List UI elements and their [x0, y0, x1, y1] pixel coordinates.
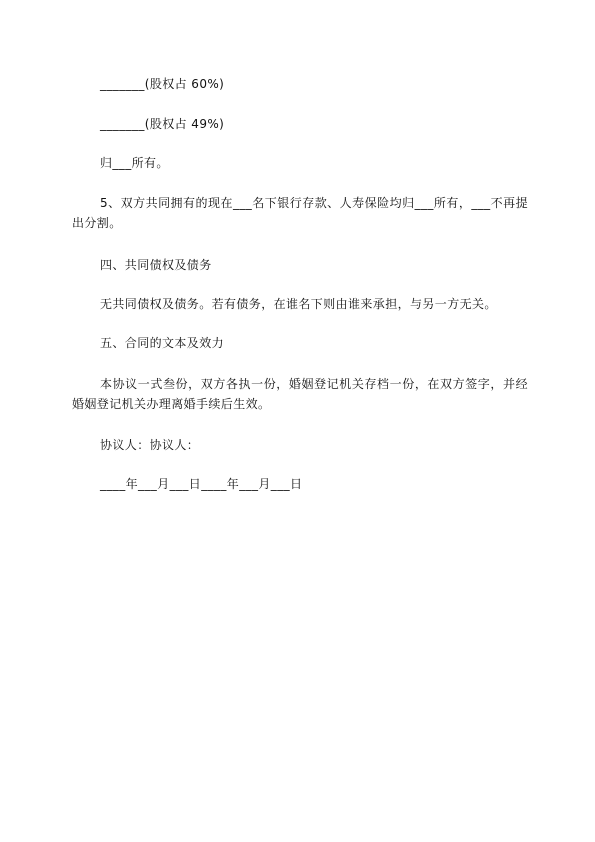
date-line: ____年___月___日____年___月___日: [100, 477, 303, 491]
ownership-line: 归___所有。: [100, 156, 169, 170]
shareholding-line-49: _______(股权占 49%): [100, 117, 225, 131]
signatories-line: 协议人：协议人：: [100, 438, 200, 452]
section-heading-contract-validity: 五、合同的文本及效力: [100, 336, 225, 350]
section-heading-debts: 四、共同债权及债务: [100, 258, 212, 272]
clause-5-joint-assets: 5、双方共同拥有的现在___名下银行存款、人寿保险均归___所有，___不再提出分割。: [72, 196, 528, 230]
debts-clause: 无共同债权及债务。若有债务，在谁名下则由谁来承担，与另一方无关。: [100, 297, 497, 311]
shareholding-line-60: _______(股权占 60%): [100, 77, 225, 91]
validity-clause: 本协议一式叁份，双方各执一份，婚姻登记机关存档一份，在双方签字，并经婚姻登记机关办理离婚手续后生效。: [72, 377, 528, 411]
